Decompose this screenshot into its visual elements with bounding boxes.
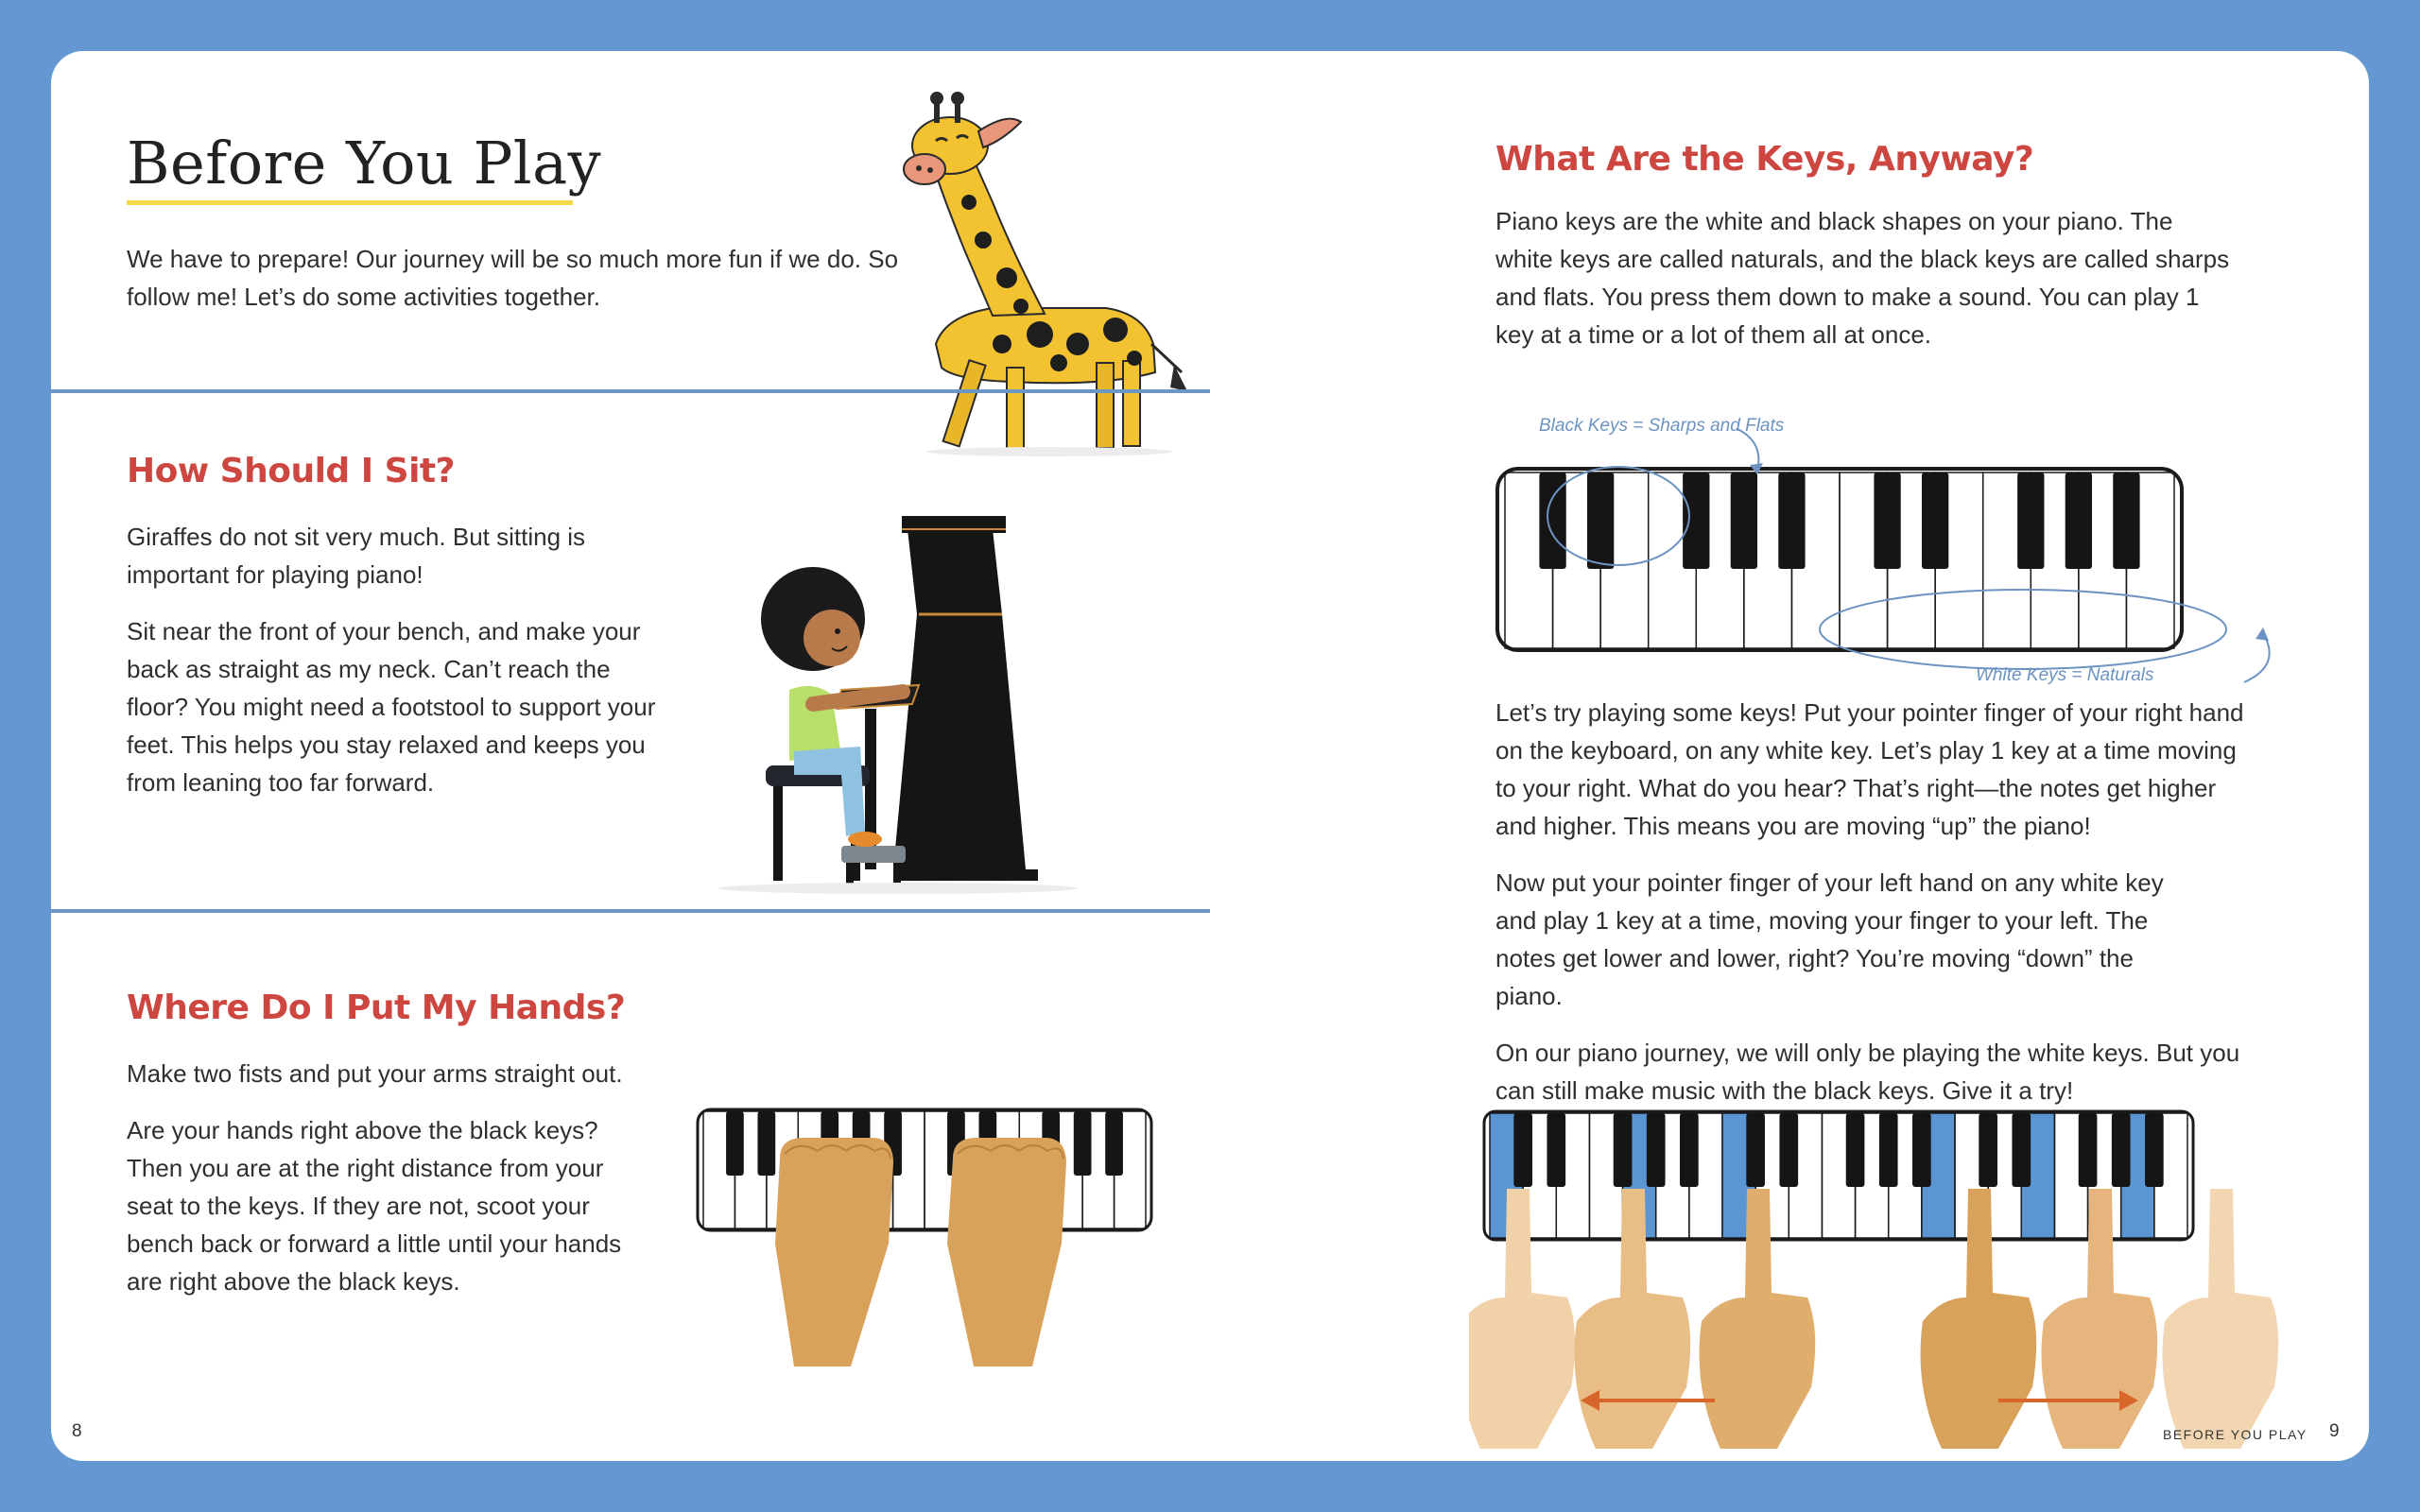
hands-paragraph-2: Are your hands right above the black keys? Then you are at the right distance from your seat to the keys. If they are not, scoot your bench back or forward a little until your hands are right above the black keys. xyxy=(127,1116,622,1296)
section-divider-top xyxy=(51,389,1210,393)
black-key xyxy=(2112,1113,2131,1187)
page-number-left: 8 xyxy=(72,1421,82,1441)
black-key xyxy=(1922,472,1948,569)
black-key xyxy=(1074,1111,1092,1176)
black-key xyxy=(2079,1113,2098,1187)
black-key xyxy=(1513,1113,1532,1187)
black-key xyxy=(1683,472,1709,569)
black-key xyxy=(2145,1113,2164,1187)
keyboard-fists-illustration xyxy=(690,1102,1163,1376)
black-key xyxy=(1879,1113,1898,1187)
running-head: BEFORE YOU PLAY xyxy=(2163,1427,2308,1442)
black-key xyxy=(757,1111,775,1176)
black-key xyxy=(2066,472,2092,569)
black-key xyxy=(1912,1113,1931,1187)
heading-what-are-the-keys: What Are the Keys, Anyway? xyxy=(1495,140,2034,179)
black-key xyxy=(2012,1113,2031,1187)
black-key xyxy=(1680,1113,1699,1187)
keys-intro-text: Piano keys are the white and black shapes on your piano. The white keys are called naturals, and the black keys are called sharps and flats. You press them down to make a sound. You can play 1 key at a time or a lot of them all at once. xyxy=(1495,207,2230,349)
sitting-text xyxy=(127,518,656,820)
book-spread xyxy=(51,51,2369,1461)
keyboard-pointing-fingers-illustration xyxy=(1469,1104,2282,1453)
keys-paragraph-up: Let’s try playing some keys! Put your pointer finger of your right hand on the keyboard, on any white key. Let’s play 1 key at a time moving to your right. What do you hear? That’s right—the notes get higher and higher. This means you are moving “up” the piano! xyxy=(1495,698,2244,840)
black-key xyxy=(1547,1113,1565,1187)
sitting-paragraph-2: Sit near the front of your bench, and make your back as straight as my neck. Can’t reach the floor? You might need a footstool to support your feet. This helps you stay relaxed and keeps you from leaning too far forward. xyxy=(127,617,656,797)
giraffe-illustration xyxy=(879,60,1191,457)
keys-paragraph-down: Now put your pointer finger of your left hand on any white key and play 1 key at a time, moving your finger to your left. The notes get lower and lower, right? You’re moving “down” the piano. xyxy=(1495,868,2164,1010)
black-key xyxy=(1746,1113,1765,1187)
page-number-right: 9 xyxy=(2329,1421,2340,1441)
black-key xyxy=(1979,1113,1997,1187)
callout-black-keys: Black Keys = Sharps and Flats xyxy=(1539,416,1785,436)
black-key xyxy=(1647,1113,1666,1187)
black-key xyxy=(1105,1111,1123,1176)
black-key xyxy=(1778,472,1805,569)
callout-white-keys: White Keys = Naturals xyxy=(1976,665,2154,685)
keys-body-text xyxy=(1495,694,2252,1128)
keys-paragraph-black-keys: On our piano journey, we will only be playing the white keys. But you can still make music with the black keys. Give it a try! xyxy=(1495,1039,2240,1105)
black-key xyxy=(726,1111,744,1176)
child-at-piano-illustration xyxy=(700,472,1097,907)
black-key xyxy=(1731,472,1757,569)
hands-paragraph-1: Make two fists and put your arms straight out. xyxy=(127,1059,623,1088)
intro-text: We have to prepare! Our journey will be so much more fun if we do. So follow me! Let’s do some activities together. xyxy=(127,245,899,311)
black-key xyxy=(2113,472,2139,569)
black-key xyxy=(1846,1113,1865,1187)
heading-where-do-i-put-my-hands: Where Do I Put My Hands? xyxy=(127,988,626,1027)
black-key xyxy=(1874,472,1900,569)
hands-text xyxy=(127,1055,656,1319)
black-key xyxy=(1779,1113,1798,1187)
sitting-paragraph-1: Giraffes do not sit very much. But sitting is important for playing piano! xyxy=(127,523,586,589)
title-underline xyxy=(127,200,573,205)
black-key xyxy=(2017,472,2044,569)
black-key xyxy=(1614,1113,1633,1187)
black-key xyxy=(1587,472,1614,569)
page-title: Before You Play xyxy=(127,129,602,198)
section-divider-bottom xyxy=(51,909,1210,913)
heading-how-should-i-sit: How Should I Sit? xyxy=(127,452,455,490)
